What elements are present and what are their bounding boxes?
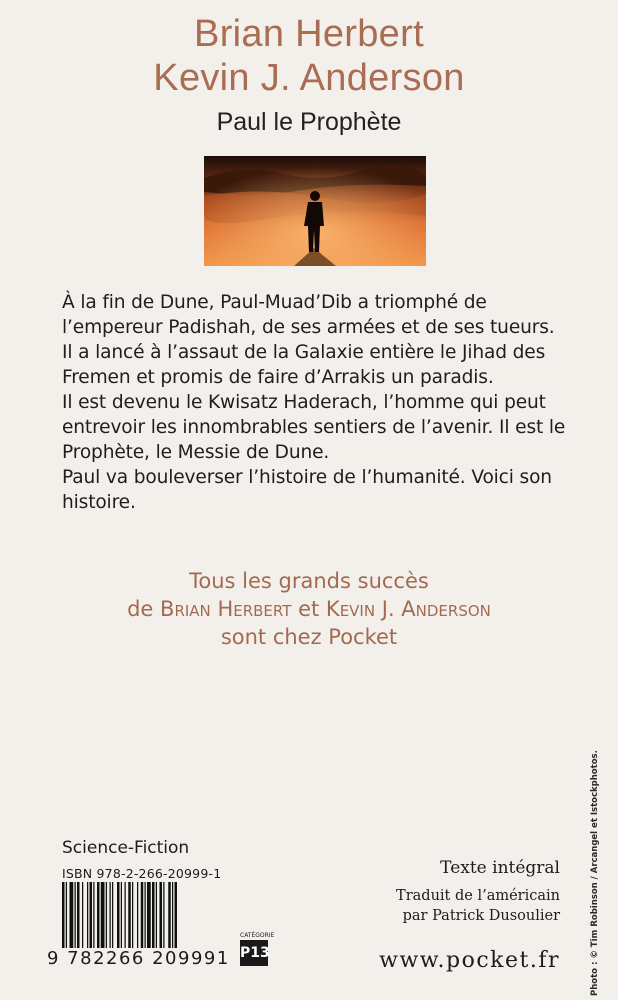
synopsis-paragraph-1: À la fin de Dune, Paul-Muad’Dib a triomphé de l’empereur Padishah, de ses armées et de ses tueurs. Il a lancé à l’assaut de la Galaxie entière le Jihad des Fremen et promis de faire d’Arrakis un paradis. (62, 292, 555, 388)
author-names (0, 12, 618, 100)
isbn: ISBN 978-2-266-20999-1 (62, 866, 222, 881)
promo-author-2: Kevin J. Anderson (325, 597, 491, 621)
barcode-number (46, 948, 246, 969)
promo-line-3: sont chez Pocket (220, 625, 398, 649)
publisher-website: www.pocket.fr (379, 948, 560, 973)
genre-label: Science-Fiction (62, 838, 190, 858)
synopsis (62, 290, 568, 515)
promo-line-2 (0, 595, 618, 623)
photo-credit: Photo : © Tim Robinson / Arcangel et Istockphotos. (590, 750, 600, 996)
edition-note: Texte intégral (440, 858, 560, 878)
promo-prefix: de (127, 597, 161, 621)
book-title: Paul le Prophète (216, 108, 402, 136)
category-badge: P13 (240, 940, 268, 966)
promo-text (0, 567, 618, 651)
category-label: CATÉGORIE (240, 932, 275, 939)
promo-mid: et (291, 597, 326, 621)
translation-note (340, 886, 560, 926)
promo-line-1: Tous les grands succès (189, 569, 429, 593)
promo-author-1: Brian Herbert (160, 597, 292, 621)
desert-silhouette-image (204, 156, 426, 266)
barcode-digits: 9 782266 209991 (47, 948, 230, 969)
translation-line-2: par Patrick Dusoulier (402, 908, 560, 924)
synopsis-paragraph-2: Il est devenu le Kwisatz Haderach, l’homme qui peut entrevoir les innombrables sentiers de l’avenir. Il est le Prophète, le Messie de Dune. (62, 392, 566, 463)
translation-line-1: Traduit de l’américain (396, 888, 560, 904)
author-1: Brian Herbert (194, 13, 424, 55)
author-2: Kevin J. Anderson (153, 57, 465, 99)
synopsis-paragraph-3: Paul va bouleverser l’histoire de l’humanité. Voici son histoire. (62, 467, 552, 513)
